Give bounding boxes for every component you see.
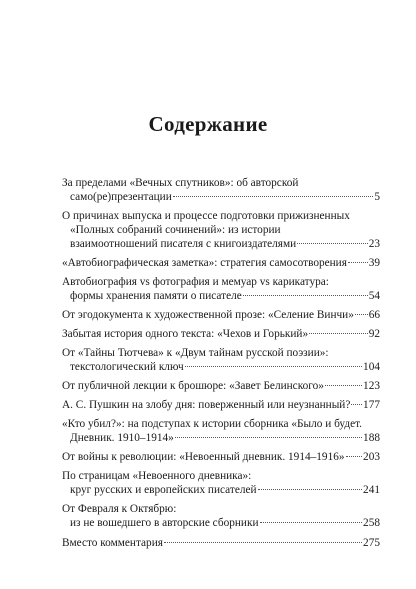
toc-entry-line: Автобиография vs фотография и мемуар vs карикатура: — [62, 276, 329, 288]
page-title: Содержание — [148, 112, 268, 136]
toc-page-number: 188 — [363, 432, 380, 444]
toc-entry-line: От публичной лекции к брошюре: «Завет Белинского» — [62, 380, 324, 392]
toc-entry-line: Дневник. 1910–1914» — [70, 432, 174, 444]
toc-page-number: 39 — [368, 257, 380, 269]
toc-page-number: 241 — [363, 484, 380, 496]
toc-entry-line: само(ре)презентации — [70, 191, 172, 203]
toc-entry — [62, 209, 380, 251]
toc-entry-line: формы хранения памяти о писателе — [70, 290, 242, 302]
toc-entry-line: «Кто убил?»: на подступах к истории сборника «Было и будет. — [62, 418, 363, 430]
toc-page-number: 203 — [363, 451, 380, 463]
toc-page-number: 275 — [363, 537, 380, 549]
toc-page-number: 258 — [363, 517, 380, 529]
toc-entry — [62, 536, 380, 550]
toc-entry-line: А. С. Пушкин на злобу дня: поверженный или неузнанный? — [62, 399, 351, 411]
toc-entry-line: круг русских и европейских писателей — [70, 484, 257, 496]
toc-entry — [62, 308, 380, 322]
toc-entry — [62, 450, 380, 464]
toc-entry-line: взаимоотношений писателя с книгоиздателями — [70, 238, 297, 250]
dot-leader — [297, 243, 368, 244]
toc-page-number: 23 — [368, 238, 380, 250]
toc-entry-line: От «Тайны Тютчева» к «Двум тайнам русской поэзии»: — [62, 347, 329, 359]
toc-entry-line: из не вошедшего в авторские сборники — [70, 517, 259, 529]
toc-entry — [62, 256, 380, 270]
dot-leader — [325, 385, 362, 386]
toc-page-number: 177 — [363, 399, 380, 411]
toc-entry-line: От войны к революции: «Невоенный дневник. 1914–1916» — [62, 451, 345, 463]
toc-entry — [62, 275, 380, 303]
toc-entry-line: От Февраля к Октябрю: — [62, 503, 177, 515]
dot-leader — [243, 295, 368, 296]
toc-page-number: 5 — [374, 191, 380, 203]
dot-leader — [346, 456, 363, 457]
toc-entry-line: текстологический ключ — [70, 361, 184, 373]
toc-entry-line: О причинах выпуска и процессе подготовки прижизненных — [62, 210, 350, 222]
toc-entry-line: За пределами «Вечных спутников»: об авторской — [62, 177, 299, 189]
dot-leader — [355, 314, 368, 315]
toc-entry-line: Вместо комментария — [62, 537, 163, 549]
dot-leader — [260, 522, 363, 523]
toc-entry — [62, 502, 380, 530]
dot-leader — [173, 196, 374, 197]
toc-entry — [62, 417, 380, 445]
dot-leader — [175, 437, 362, 438]
toc-entry — [62, 327, 380, 341]
toc-entry — [62, 469, 380, 497]
toc-page-number: 66 — [368, 309, 380, 321]
toc-page-number: 92 — [368, 328, 380, 340]
toc-entry-line: От эгодокумента к художественной прозе: «Селение Винчи» — [62, 309, 354, 321]
toc-page-number: 123 — [363, 380, 380, 392]
dot-leader — [309, 333, 368, 334]
toc-entry — [62, 398, 380, 412]
dot-leader — [164, 542, 362, 543]
toc-entry-line: «Полных собраний сочинений»: из истории — [70, 224, 281, 236]
toc-entry-line: «Автобиографическая заметка»: стратегия самосотворения — [62, 257, 347, 269]
dot-leader — [185, 366, 362, 367]
toc-page-number: 104 — [363, 361, 380, 373]
toc-entry-line: По страницам «Невоенного дневника»: — [62, 470, 252, 482]
toc-entry-line: Забытая история одного текста: «Чехов и Горький» — [62, 328, 309, 340]
toc-entry — [62, 176, 380, 204]
dot-leader — [351, 404, 362, 405]
toc-entry — [62, 379, 380, 393]
toc-entry — [62, 346, 380, 374]
dot-leader — [258, 489, 363, 490]
toc-page-number: 54 — [368, 290, 380, 302]
dot-leader — [348, 262, 368, 263]
